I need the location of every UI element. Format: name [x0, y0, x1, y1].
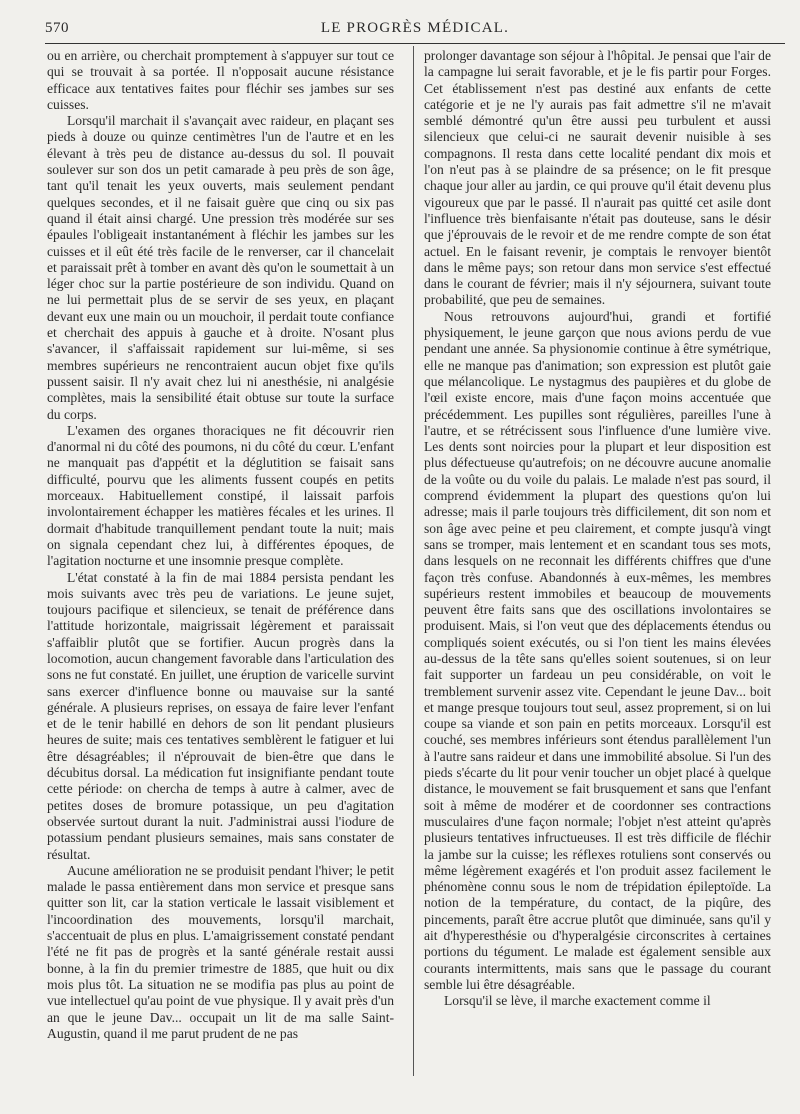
column-divider: [413, 46, 414, 1076]
right-column: [424, 48, 771, 1010]
header-rule: [45, 43, 785, 44]
paragraph: Lorsqu'il marchait il s'avançait avec raideur, en plaçant ses pieds à douze ou quinze centimètres l'un de l'autre et en les élevant à très peu de distance au-dessus du sol. Il pouvait soulever sur son dos un petit camarade à peu près de son âge, tant qu'il tenait les yeux ouverts, mais seulement pendant quelques secondes, et il ne faisait guère que cinq ou six pas quand il était ainsi chargé. Une pression très modérée sur ses épaules l'obligeait instantanément à fléchir les jambes sur les cuisses et il eût été très facile de le renverser, car il chancelait et paraissait prêt à tomber en avant dès qu'on le soumettait à un léger choc sur la partie postérieure de son individu. Quand on ne lui permettait plus de se servir de ses yeux, en plaçant devant eux une main ou un mouchoir, il perdait toute confiance et cherchait des appuis à gauche et à droite. N'osant plus s'avancer, il s'affaissait rapidement sur lui-même, si ses membres supérieurs ne rencontraient aucun objet fixe qu'ils pussent saisir. Il n'y avait chez lui ni anesthésie, ni analgésie complètes, mais la sensibilité était obtuse sur toute la surface du corps.: [47, 113, 394, 422]
paragraph: L'état constaté à la fin de mai 1884 persista pendant les mois suivants avec très peu de variations. Le jeune sujet, toujours pacifique et silencieux, se tenait de préférence dans l'attitude horizontale, maigrissait légèrement et paraissait s'affaiblir plutôt que se fortifier. Aucun progrès dans la locomotion, aucun changement favorable dans l'articulation des sons ne fut constaté. En juillet, une éruption de varicelle survint sans exercer d'influence bonne ou mauvaise sur la santé générale. A plusieurs reprises, on essaya de faire lever l'enfant et de le tenir habillé en dehors de son lit pendant plusieurs heures de suite; mais ces tentatives semblèrent le fatiguer et lui être désagréables; il n'éprouvait de bien-être que dans le décubitus dorsal. La médication fut insignifiante pendant toute cette période: on chercha de temps à autre à calmer, avec de petites doses de bromure potassique, un peu d'agitation observée surtout durant la nuit. J'administrai aussi l'iodure de potassium pendant plusieurs semaines, mais sans constater de résultat.: [47, 569, 394, 862]
paragraph: ou en arrière, ou cherchait promptement à s'appuyer sur tout ce qui se trouvait à sa portée. Il n'opposait aucune résistance efficace aux tentatives faites pour fléchir ses jambes sur ses cuisses.: [47, 48, 394, 112]
paragraph: Nous retrouvons aujourd'hui, grandi et fortifié physiquement, le jeune garçon que nous avions perdu de vue pendant une année. Sa physionomie continue à être symétrique, elle ne manque pas d'animation; son expression est plutôt gaie que mélancolique. Le nystagmus des paupières et du globe de l'œil existe encore, mais d'une façon moins accentuée que précédemment. Les pupilles sont régulières, pareilles l'une à l'autre, et se rétrécissent sous l'influence d'une lumière vive. Les dents sont noircies pour la plupart et leur disposition est plus défectueuse qu'autrefois; on ne découvre aucune anomalie de la voûte ou du voile du palais. Le malade n'est pas sourd, il comprend évidemment la plupart des questions qu'on lui adresse; mais il parle toujours très difficilement, dit son nom et son âge avec peine et peu clairement, et compte jusqu'à vingt sans se tromper, mais lentement et en scandant tous ses mots, dans lesquels on ne reconnait les différents chiffres que d'une façon très confuse. Abandonnés à eux-mêmes, les membres supérieurs restent immobiles et beaucoup de mouvements peuvent être faits sans que des oscillations involontaires se produisent. Mais, si l'on veut que des déplacements étendus ou compliqués soient exécutés, ou si l'on tient les mains élevées au-dessus de la tête sans qu'elles soient soutenues, si on leur fait supporter un fardeau un peu considérable, on voit le tremblement survenir assez vite. Cependant le jeune Dav... boit et mange presque toujours tout seul, assez proprement, si on lui coupe sa viande et son pain en petits morceaux. Lorsqu'il est couché, ses membres inférieurs sont étendus parallèlement l'un à l'autre sans raideur et dans une immobilité absolue. Si l'un des pieds s'écarte du lit pour venir toucher un objet placé à quelque distance, le mouvement se fait brusquement et sans que l'enfant soit à même de modérer et de coordonner ses contractions musculaires d'une façon normale; l'objet n'est atteint qu'après plusieurs tentatives infructueuses. Il est très difficile de fléchir la jambe sur la cuisse; les réflexes rotuliens sont conservés ou même légèrement exagérés et l'on produit assez facilement le phénomène connu sous le nom de trépidation épileptoïde. La notion de la température, du contact, de la piqûre, des pincements, paraît être accrue plutôt que diminuée, sans qu'il y ait d'hyperesthésie ou d'hyperalgésie circonscrites à certaines portions du tégument. Le malade est également sensible aux courants intermittents, mais sans que le passage du courant semble lui être désagréable.: [424, 308, 771, 992]
paragraph: prolonger davantage son séjour à l'hôpital. Je pensai que l'air de la campagne lui serait favorable, et je le fis partir pour Forges. Cet établissement n'est pas destiné aux enfants de cette catégorie et je ne l'y aurais pas fait admettre s'il ne m'avait semblé démontré qu'un être aussi peu turbulent et aussi silencieux que celui-ci ne saurait devenir nuisible à ses compagnons. Il resta dans cette localité pendant dix mois et l'on n'eut pas à se plaindre de sa présence; on le fit presque chaque jour aller au jardin, ce qui prouve qu'il était devenu plus vigoureux que par le passé. Il n'aurait pas quitté cet asile dont l'influence très bienfaisante n'était pas douteuse, sans le désir que j'éprouvais de le revoir et de me rendre compte de son état actuel. En le faisant revenir, je comptais le renvoyer bientôt dans le même pays; son retour dans mon service s'est effectué dans le courant de février; mais il n'y séjournera, suivant toute probabilité, que peu de semaines.: [424, 48, 771, 308]
paragraph: Lorsqu'il se lève, il marche exactement comme il: [444, 993, 711, 1009]
paragraph: Aucune amélioration ne se produisit pendant l'hiver; le petit malade le passa entièrement dans mon service et presque sans quitter son lit, car la station verticale le lassait visiblement et l'incoordination des mouvements, lorsqu'il marchait, s'accentuait de plus en plus. L'amaigrissement constaté pendant l'été ne fit pas de progrès et la santé générale restait aussi bonne, à la fin du premier trimestre de 1885, que huit ou dix mois plus tôt. La situation ne se modifia pas plus au point de vue intellectuel qu'au point de vue physique. Il y avait près d'un an que le jeune Dav... occupait un lit de ma salle Saint-Augustin, quand il me parut prudent de ne pas: [47, 862, 394, 1041]
paragraph: L'examen des organes thoraciques ne fit découvrir rien d'anormal ni du côté des poumons, ni du côté du cœur. L'enfant ne manquait pas d'appétit et la déglutition se faisait sans difficulté, pourvu que les aliments fussent coupés en petits morceaux. Habituellement constipé, il laissait parfois involontairement échapper les matières fécales et les urines. Il dormait d'habitude tranquillement pendant toute la nuit; mais on signala cependant chez lui, à différentes époques, de l'agitation nocturne et une insomnie presque complète.: [47, 422, 394, 569]
page-number: 570: [45, 20, 69, 36]
running-head: LE PROGRÈS MÉDICAL.: [320, 20, 510, 36]
left-column: [47, 48, 394, 1042]
page-header: [45, 20, 785, 42]
